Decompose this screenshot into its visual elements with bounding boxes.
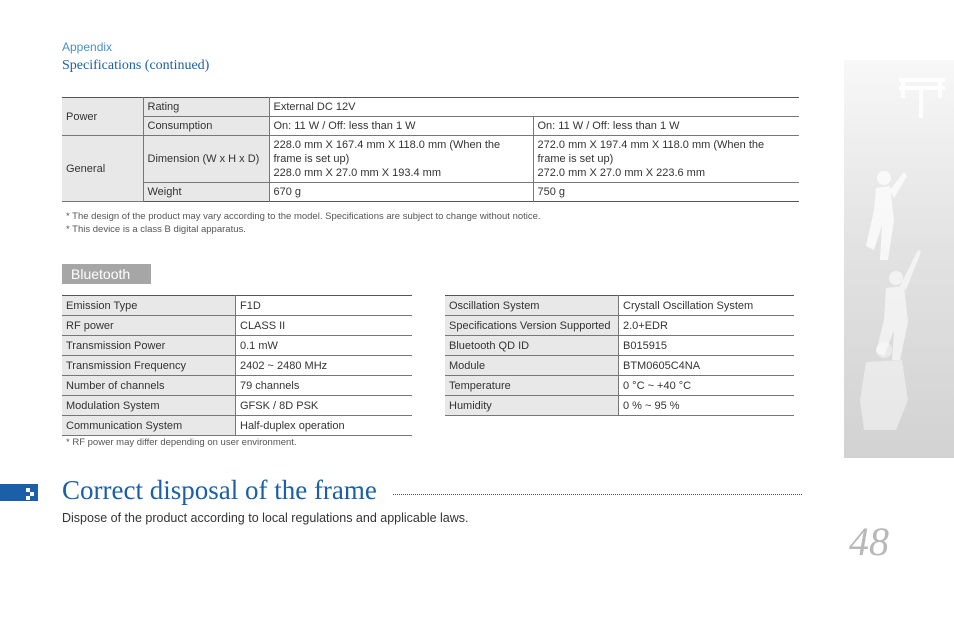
table-row — [445, 396, 794, 416]
spec-value: Crystall Oscillation System — [619, 296, 795, 316]
table-row — [62, 376, 412, 396]
dimension-b-line1: 272.0 mm X 197.4 mm X 118.0 mm (When the frame is set up) — [537, 139, 765, 165]
weight-label: Weight — [143, 183, 269, 202]
dimension-value-a — [269, 136, 533, 183]
table-row — [445, 356, 794, 376]
table-row — [445, 376, 794, 396]
consumption-value-b: On: 11 W / Off: less than 1 W — [533, 117, 799, 136]
spec-key: Modulation System — [62, 396, 236, 416]
rating-label: Rating — [143, 98, 269, 117]
spec-value: 2402 ~ 2480 MHz — [236, 356, 413, 376]
baseball-stadium-illustration — [844, 60, 954, 458]
table-row — [445, 296, 794, 316]
title-dotted-rule — [393, 494, 802, 495]
consumption-value-a: On: 11 W / Off: less than 1 W — [269, 117, 533, 136]
bluetooth-table-right — [445, 295, 794, 416]
spec-key: Oscillation System — [445, 296, 619, 316]
weight-value-b: 750 g — [533, 183, 799, 202]
table-row — [62, 316, 412, 336]
spec-key: Number of channels — [62, 376, 236, 396]
spec-key: Communication System — [62, 416, 236, 436]
page-subtitle: Specifications (continued) — [62, 58, 210, 73]
consumption-label: Consumption — [143, 117, 269, 136]
spec-value: 0 % ~ 95 % — [619, 396, 795, 416]
table-row — [445, 336, 794, 356]
spec-value: GFSK / 8D PSK — [236, 396, 413, 416]
power-label: Power — [62, 98, 143, 136]
bluetooth-heading: Bluetooth — [62, 264, 151, 284]
spec-value: 0.1 mW — [236, 336, 413, 356]
bluetooth-table-left — [62, 295, 412, 436]
spec-key: Transmission Frequency — [62, 356, 236, 376]
dimension-b-line2: 272.0 mm X 27.0 mm X 223.6 mm — [537, 167, 706, 179]
spec-key: RF power — [62, 316, 236, 336]
spec-value: BTM0605C4NA — [619, 356, 795, 376]
table-row — [62, 98, 799, 117]
dimension-label: Dimension (W x H x D) — [143, 136, 269, 183]
section-marker-icon — [0, 484, 38, 501]
dimension-value-b — [533, 136, 799, 183]
disposal-title: Correct disposal of the frame — [62, 475, 377, 505]
spec-value: 2.0+EDR — [619, 316, 795, 336]
spec-value: B015915 — [619, 336, 795, 356]
general-label: General — [62, 136, 143, 202]
spec-value: Half-duplex operation — [236, 416, 413, 436]
class-b-note: * This device is a class B digital apparatus. — [66, 224, 246, 235]
table-row — [445, 316, 794, 336]
weight-value-a: 670 g — [269, 183, 533, 202]
spec-key: Specifications Version Supported — [445, 316, 619, 336]
spec-key: Temperature — [445, 376, 619, 396]
table-row — [62, 416, 412, 436]
spec-value: CLASS II — [236, 316, 413, 336]
specifications-table — [62, 97, 799, 202]
design-note: * The design of the product may vary according to the model. Specifications are subject to change without notice. — [66, 211, 541, 222]
table-row — [62, 396, 412, 416]
spec-key: Bluetooth QD ID — [445, 336, 619, 356]
spec-key: Humidity — [445, 396, 619, 416]
table-row — [62, 356, 412, 376]
spec-value: 79 channels — [236, 376, 413, 396]
table-row — [62, 183, 799, 202]
dimension-a-line2: 228.0 mm X 27.0 mm X 193.4 mm — [273, 167, 442, 179]
table-row — [62, 336, 412, 356]
baseball-silhouettes-icon — [844, 60, 954, 458]
spec-key: Emission Type — [62, 296, 236, 316]
page-number: 48 — [849, 519, 889, 564]
disposal-text: Dispose of the product according to local regulations and applicable laws. — [62, 511, 469, 525]
section-label: Appendix — [62, 40, 113, 54]
table-row — [62, 117, 799, 136]
rf-note: * RF power may differ depending on user environment. — [66, 437, 297, 448]
table-row — [62, 136, 799, 183]
dimension-a-line1: 228.0 mm X 167.4 mm X 118.0 mm (When the frame is set up) — [273, 139, 501, 165]
spec-value: F1D — [236, 296, 413, 316]
rating-value: External DC 12V — [269, 98, 799, 117]
table-row — [62, 296, 412, 316]
spec-key: Module — [445, 356, 619, 376]
spec-value: 0 °C ~ +40 °C — [619, 376, 795, 396]
spec-key: Transmission Power — [62, 336, 236, 356]
